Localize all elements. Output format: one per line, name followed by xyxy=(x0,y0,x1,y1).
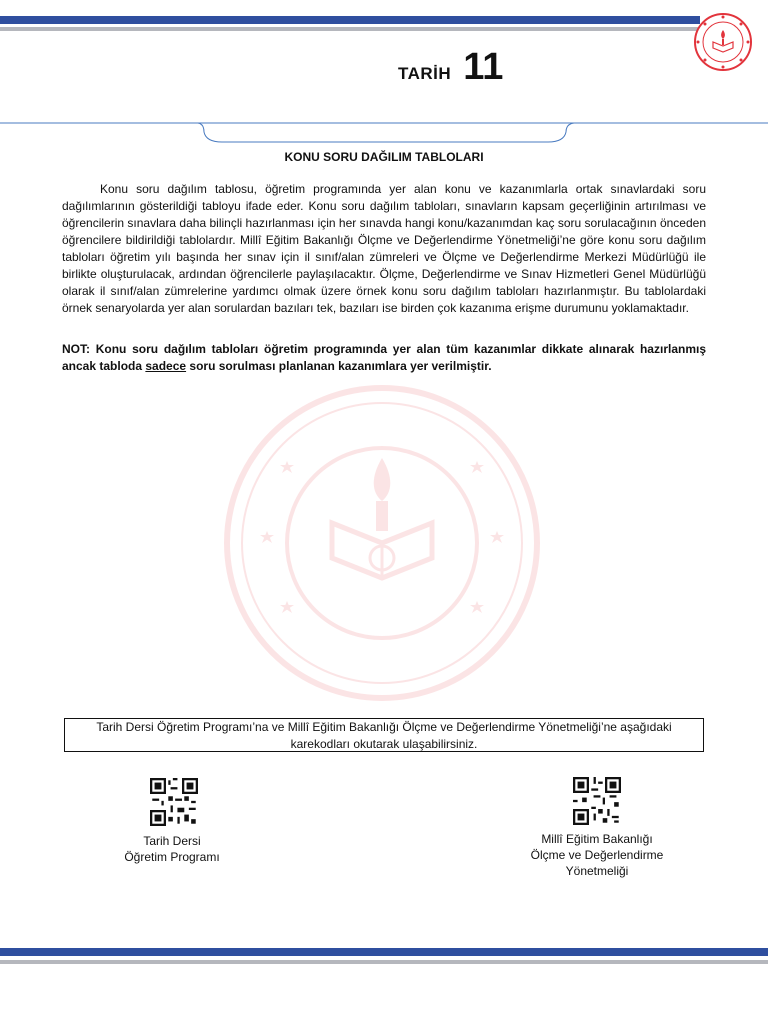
note-paragraph xyxy=(62,341,706,375)
grade-number: 11 xyxy=(463,46,504,88)
note-text-end: soru sorulması planlanan kazanımlara yer verilmiştir. xyxy=(186,359,492,373)
section-title: KONU SORU DAĞILIM TABLOLARI xyxy=(284,150,484,164)
qr-info-box: Tarih Dersi Öğretim Programı’na ve Millî Eğitim Bakanlığı Ölçme ve Değerlendirme Yönetmeliği’ne aşağıdaki karekodları okutarak ulaşabilirsiniz. xyxy=(64,718,704,752)
caption-line: Ölçme ve Değerlendirme xyxy=(530,848,664,862)
page-header xyxy=(398,46,503,89)
ministry-watermark-icon xyxy=(222,383,542,703)
caption-line: Yönetmeliği xyxy=(565,864,629,878)
ministry-seal-icon xyxy=(693,12,753,72)
intro-paragraph xyxy=(62,181,706,317)
top-blue-bar xyxy=(0,16,700,24)
header-divider xyxy=(0,120,768,150)
caption-line: Öğretim Programı xyxy=(124,850,220,864)
bottom-gray-bar xyxy=(0,960,768,964)
note-text-start: NOT: Konu soru dağılım tabloları öğretim programında yer alan tüm kazanımlar dikkate alınarak hazırlanmış ancak tabloda xyxy=(62,342,706,373)
note-underlined-word: sadece xyxy=(145,359,187,373)
caption-line: Millî Eğitim Bakanlığı xyxy=(541,832,653,846)
subject-label: TARİH xyxy=(398,64,452,83)
bottom-blue-bar xyxy=(0,948,768,956)
qr-caption-program xyxy=(72,833,272,865)
caption-line: Tarih Dersi xyxy=(143,834,201,848)
qr-code-icon[interactable] xyxy=(573,777,621,825)
qr-code-icon[interactable] xyxy=(150,778,198,826)
paragraph-text: Konu soru dağılım tablosu, öğretim programında yer alan konu ve kazanımlarla ortak sınavlardaki soru dağılımlarının gösterildiği tabloyu ifade eder. Konu soru dağılım tabloları, sınavların kapsam geçerliğinin artırılması ve öğrencilerin sınavlara daha bilinçli hazırlanması için her sınavda hangi konu/kazanımdan kaç soru sorulacağının önceden öğrencilere bildirildiği tablolardır. Millî Eğitim Bakanlığı Ölçme ve Değerlendirme Yönetmeliği’ne göre konu soru dağılım tabloları öğretim yılı başında her sınav için il sınıf/alan zümreleri ve Ölçme ve Değerlendirme Merkezi Müdürlüğü ile birlikte oluşturulacak, ardından öğrencilerle paylaşılacaktır. Ölçme, Değerlendirme ve Sınav Hizmetleri Genel Müdürlüğü olarak il sınıf/alan zümrelerine yardımcı olmak üzere örnek konu soru dağılım tabloları hazırlanmıştır. Bu tablolardaki örnek senaryolarda yer alan sorulardan bazıları tek, bazıları ise birden çok kazanıma erişme durumunu yoklamaktadır. xyxy=(62,182,706,315)
top-gray-bar xyxy=(0,27,700,31)
qr-caption-regulation xyxy=(497,831,697,879)
